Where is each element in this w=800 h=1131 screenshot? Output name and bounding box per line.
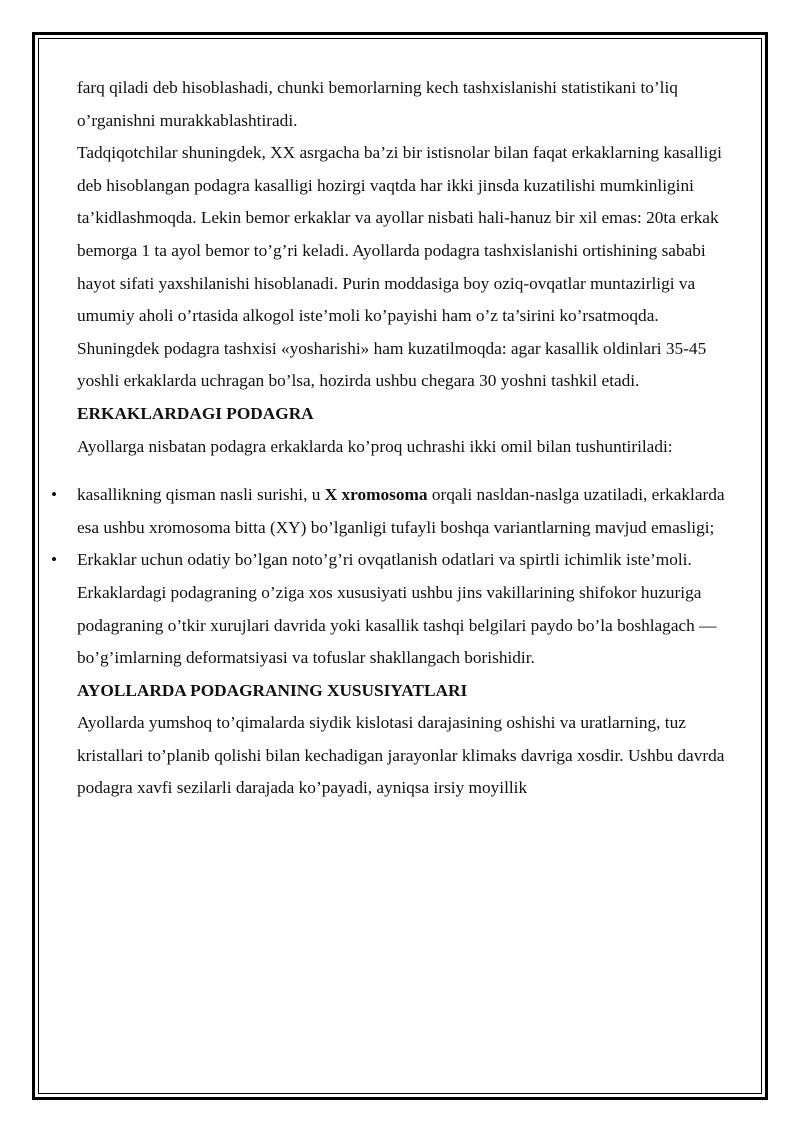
paragraph-women: Ayollarda yumshoq to’qimalarda siydik kislotasi darajasining oshishi va uratlarning, tuz kristallari to’planib qolishi bilan kechadigan jarayonlar klimaks davriga xosdir. Ushbu davrda podagra xavfi sezilarli darajada ko’payadi, ayniqsa irsiy moyillik bbox=[77, 713, 725, 798]
heading-women: AYOLLARDA PODAGRANING XUSUSIYATLARI bbox=[77, 680, 468, 700]
heading-men: ERKAKLARDAGI PODAGRA bbox=[77, 403, 314, 423]
bullet1-text-after: orqali nasldan-naslga uzatiladi, erkaklarda esa ushbu xromosoma bitta (XY) bo’lganligi tufayli boshqa variantlarning mavjud emasligi; bbox=[77, 485, 725, 537]
bullet1-bold-term: X xromosoma bbox=[324, 485, 428, 505]
paragraph-younger-onset: Shuningdek podagra tashxisi «yosharishi» ham kuzatilmoqda: agar kasallik oldinlari 35-45 yoshli erkaklarda uchragan bo’lsa, hozirda ushbu chegara 30 yoshni tashkil etadi. bbox=[77, 338, 707, 391]
paragraph-men-feature: Erkaklardagi podagraning o’ziga xos xususiyati ushbu jins vakillarining shifokor huzuriga podagraning o’tkir xurujlari davrida yoki kasallik tashqi belgilari paydo bo’la boshlagach — bo’g’imlarning deformatsiyasi va tofuslar shakllangach borishidir. bbox=[77, 582, 717, 668]
list-item bbox=[51, 479, 727, 544]
document-body bbox=[51, 72, 727, 805]
list-item bbox=[51, 544, 727, 577]
paragraph-men-intro: Ayollarga nisbatan podagra erkaklarda ko’proq uchrashi ikki omil bilan tushuntiriladi: bbox=[77, 436, 673, 456]
paragraph-continued: farq qiladi deb hisoblashadi, chunki bemorlarning kech tashxislanishi statistikani to’liq o’rganishni murakkablashtiradi. bbox=[77, 78, 678, 130]
bullet1-text-before: kasallikning qisman nasli surishi, u bbox=[77, 485, 325, 505]
paragraph-researchers: Tadqiqotchilar shuningdek, XX asrgacha ba’zi bir istisnolar bilan faqat erkaklarning kasalligi deb hisoblangan podagra kasalligi hozirgi vaqtda har ikki jinsda kuzatilishi mumkinligini ta’kidlashmoqda. Lekin bemor erkaklar va ayollar nisbati hali-hanuz bir xil emas: 20ta erkak bemorga 1 ta ayol bemor to’g’ri keladi. Ayollarda podagra tashxislanishi ortishining sababi hayot sifati yaxshilanishi hisoblanadi. Purin moddasiga boy oziq-ovqatlar muntazirligi va umumiy aholi o’rtasida alkogol iste’moli ko’payishi ham o’z ta’sirini ko’rsatmoqda. bbox=[77, 143, 722, 326]
factor-list bbox=[51, 479, 727, 577]
bullet2-text: Erkaklar uchun odatiy bo’lgan noto’g’ri ovqatlanish odatlari va spirtli ichimlik iste’moli. bbox=[77, 550, 692, 570]
bullet-marker: • bbox=[51, 550, 58, 570]
bullet-marker: • bbox=[51, 485, 58, 505]
